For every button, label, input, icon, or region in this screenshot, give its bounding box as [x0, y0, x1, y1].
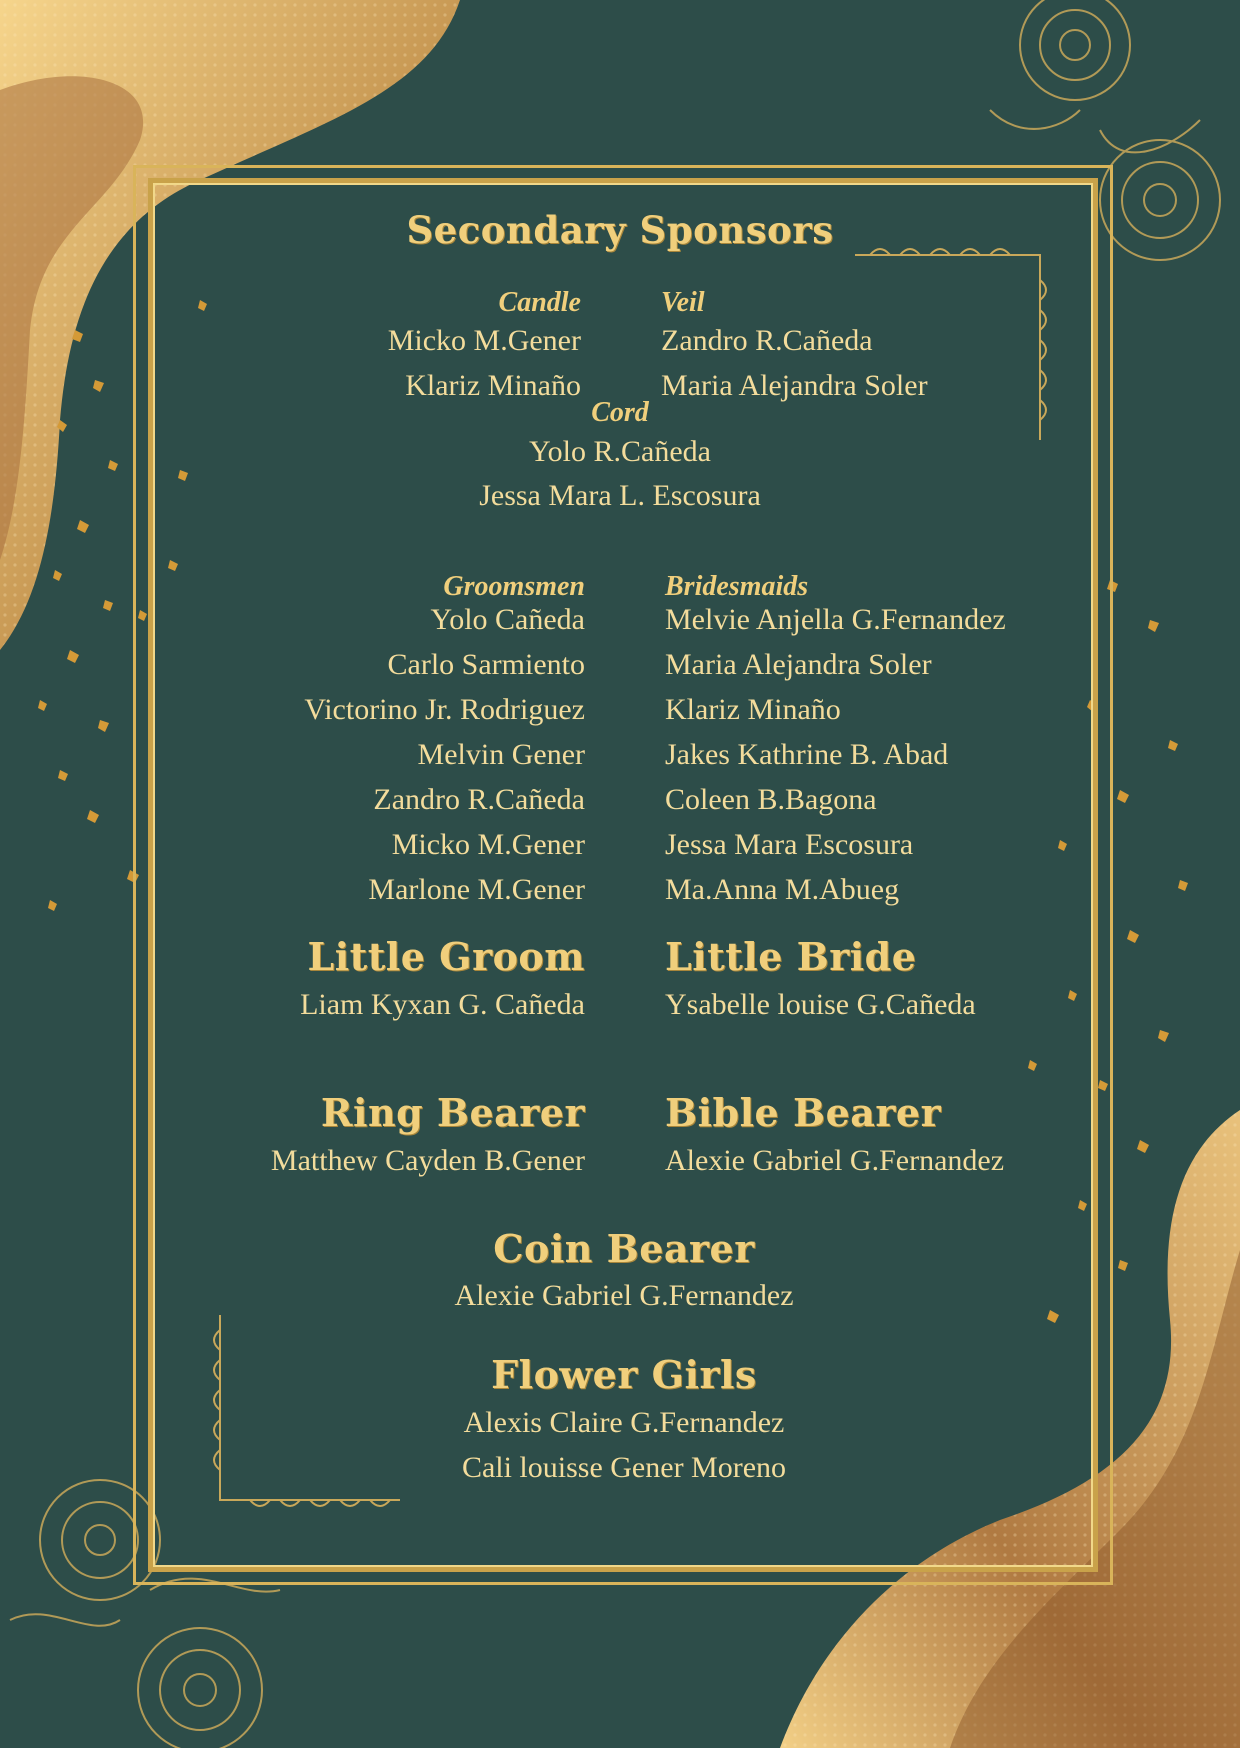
list-item: Coleen B.Bagona	[665, 783, 877, 816]
ring-bearer-name: Matthew Cayden B.Gener	[270, 1144, 585, 1177]
list-item: Yolo Cañeda	[430, 603, 585, 636]
list-item: Micko M.Gener	[391, 828, 585, 861]
groomsmen-list	[304, 597, 585, 912]
groomsmen-heading: Groomsmen	[443, 571, 585, 602]
list-item: Jakes Kathrine B. Abad	[665, 738, 949, 771]
bridesmaids-heading: Bridesmaids	[665, 571, 809, 602]
ring-bearer-heading: Ring Bearer	[320, 1090, 585, 1135]
list-item: Ma.Anna M.Abueg	[665, 873, 900, 906]
candle-heading: Candle	[498, 287, 581, 318]
little-groom-name: Liam Kyxan G. Cañeda	[300, 988, 585, 1021]
bible-bearer-heading: Bible Bearer	[665, 1090, 942, 1135]
coin-bearer-heading: Coin Bearer	[493, 1226, 755, 1271]
little-bride-heading: Little Bride	[665, 934, 917, 979]
flower-girls-name-2: Cali louisse Gener Moreno	[461, 1451, 787, 1484]
cord-name-1: Yolo R.Cañeda	[529, 435, 711, 468]
list-item: Maria Alejandra Soler	[665, 648, 932, 681]
candle-name-1: Micko M.Gener	[387, 324, 581, 357]
list-item: Klariz Minaño	[665, 693, 841, 726]
little-bride-name: Ysabelle louise G.Cañeda	[665, 988, 976, 1021]
cord-name-2: Jessa Mara L. Escosura	[479, 479, 761, 512]
flower-girls-name-1: Alexis Claire G.Fernandez	[463, 1406, 785, 1439]
bible-bearer-name: Alexie Gabriel G.Fernandez	[665, 1144, 1005, 1177]
bridesmaids-list	[665, 597, 1006, 912]
veil-heading: Veil	[661, 287, 705, 318]
list-item: Melvin Gener	[417, 738, 585, 771]
list-item: Zandro R.Cañeda	[373, 783, 585, 816]
candle-name-2: Klariz Minaño	[405, 369, 581, 402]
flower-girls-heading: Flower Girls	[491, 1352, 757, 1397]
little-groom-heading: Little Groom	[307, 934, 585, 979]
list-item: Victorino Jr. Rodriguez	[304, 693, 585, 726]
list-item: Carlo Sarmiento	[387, 648, 585, 681]
cord-heading: Cord	[591, 397, 649, 428]
list-item: Melvie Anjella G.Fernandez	[665, 603, 1006, 636]
veil-name-2: Maria Alejandra Soler	[661, 369, 928, 402]
list-item: Marlone M.Gener	[368, 873, 585, 906]
page-title: Secondary Sponsors	[406, 208, 834, 252]
list-item: Jessa Mara Escosura	[665, 828, 914, 861]
veil-name-1: Zandro R.Cañeda	[661, 324, 873, 357]
coin-bearer-name: Alexie Gabriel G.Fernandez	[454, 1279, 794, 1312]
